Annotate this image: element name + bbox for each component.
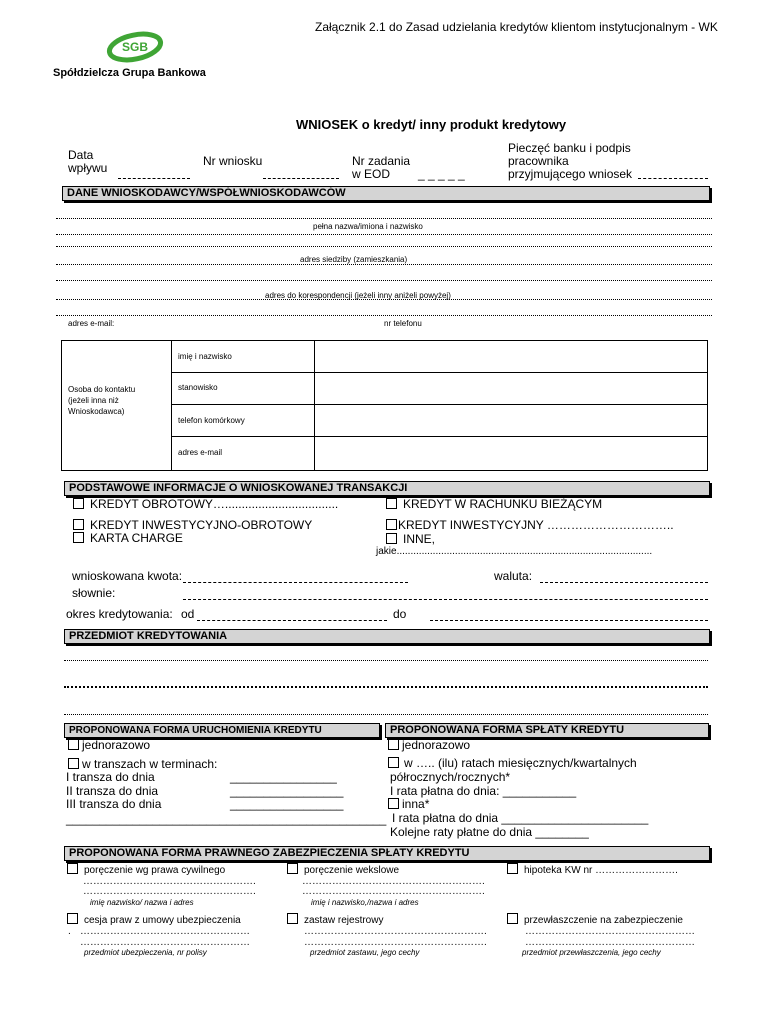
sec-ubezp-field-a[interactable]: …………………………………………… xyxy=(80,926,250,937)
checkbox-icon[interactable] xyxy=(73,498,84,509)
sec-osoba-field-1a[interactable]: ……………………………………………. xyxy=(83,876,256,887)
email-phone-field[interactable] xyxy=(56,315,712,316)
tranche-2-field[interactable]: _________________ xyxy=(230,784,344,798)
contact-label-1: Osoba do kontaktu xyxy=(68,385,136,394)
contact-row-label: telefon komórkowy xyxy=(171,404,315,437)
correspondence-caption: adres do korespondencji (jeżeli inny aniżeli powyżej) xyxy=(265,291,451,300)
option-obrotowy[interactable]: KREDYT OBROTOWY….................................. xyxy=(73,497,338,511)
contact-row-label: imię i nazwisko xyxy=(171,340,315,373)
slownie-field[interactable] xyxy=(183,599,708,600)
correspondence-field-2[interactable] xyxy=(56,299,712,300)
sec-zastaw-field-b[interactable]: ………………………………………………. xyxy=(304,937,487,948)
attachment-note: Załącznik 2.1 do Zasad udzielania kredytów klientom instytucjonalnym - WK xyxy=(315,20,718,34)
checkbox-icon[interactable] xyxy=(67,863,78,874)
contact-position-input[interactable] xyxy=(314,372,708,405)
repay-raty-line2: półrocznych/rocznych* xyxy=(390,770,511,784)
sec-przewl-caption: przedmiot przewłaszczenia, jego cechy xyxy=(522,948,661,957)
okres-label: okres kredytowania: xyxy=(66,607,173,621)
nr-wniosku-label: Nr wniosku xyxy=(203,154,263,168)
checkbox-icon[interactable] xyxy=(388,739,399,750)
sec-cesja[interactable]: cesja praw z umowy ubezpieczenia xyxy=(67,913,241,926)
checkbox-icon[interactable] xyxy=(68,758,79,769)
kwota-field[interactable] xyxy=(183,582,408,583)
sec-osoba-field-1b[interactable]: ……………………………………………. xyxy=(83,886,256,897)
waluta-label: waluta: xyxy=(494,569,533,583)
address-caption: adres siedziby (zamieszkania) xyxy=(300,255,408,264)
date-field[interactable] xyxy=(118,178,190,179)
nr-zadania-label-2: w EOD xyxy=(352,167,391,181)
repay-inna[interactable]: inna* xyxy=(388,797,429,811)
launch-transze[interactable]: w transzach w terminach: xyxy=(68,757,217,771)
stamp-field[interactable] xyxy=(638,178,708,179)
checkbox-icon[interactable] xyxy=(287,863,298,874)
sec-osoba-field-2a[interactable]: ………………………………………………. xyxy=(302,876,485,887)
slownie-label: słownie: xyxy=(72,586,116,600)
tranche-3-field[interactable]: _________________ xyxy=(230,797,344,811)
section-basic-header: PODSTAWOWE INFORMACJE O WNIOSKOWANEJ TRANSAKCJI xyxy=(64,481,710,496)
date-label-1: Data xyxy=(68,148,94,162)
email-caption: adres e-mail: xyxy=(68,319,115,328)
checkbox-icon[interactable] xyxy=(507,863,518,874)
stamp-label-3: przyjmującego wniosek xyxy=(508,167,633,181)
contact-mobile-input[interactable] xyxy=(314,404,708,437)
purpose-field-1[interactable] xyxy=(64,660,708,661)
checkbox-icon[interactable] xyxy=(386,498,397,509)
checkbox-icon[interactable] xyxy=(507,913,518,924)
tranche-2-label: II transza do dnia xyxy=(66,784,159,798)
okres-do-field[interactable] xyxy=(430,620,708,621)
sec-przewl-field-b[interactable]: …………………………………………… xyxy=(525,937,695,948)
checkbox-icon[interactable] xyxy=(73,519,84,530)
kwota-label: wnioskowana kwota: xyxy=(72,569,183,583)
full-name-field[interactable] xyxy=(56,218,712,219)
date-label-2: wpływu xyxy=(68,161,108,175)
contact-label-3: Wnioskodawca) xyxy=(68,407,125,416)
option-karta[interactable]: KARTA CHARGE xyxy=(73,531,183,545)
sec-osoba-caption-1: imię nazwisko/ nazwa i adres xyxy=(90,898,194,907)
sec-osoba-field-2b[interactable]: ………………………………………………. xyxy=(302,886,485,897)
stamp-label-2: pracownika xyxy=(508,154,569,168)
repay-jednorazowo[interactable]: jednorazowo xyxy=(388,738,470,752)
tranche-1-label: I transza do dnia xyxy=(66,770,155,784)
waluta-field[interactable] xyxy=(540,582,708,583)
tranche-1-field[interactable]: ________________ xyxy=(230,770,337,784)
do-label: do xyxy=(393,607,407,621)
sec-ubezp-lead-dot: . xyxy=(68,926,71,937)
sec-przewl-field-a[interactable]: …………………………………………… xyxy=(525,926,695,937)
nr-wniosku-field[interactable] xyxy=(263,178,339,179)
svg-text:SGB: SGB xyxy=(121,40,149,54)
stamp-label-1: Pieczęć banku i podpis xyxy=(508,141,631,155)
checkbox-icon[interactable] xyxy=(386,533,397,544)
sec-przewlaszczenie[interactable]: przewłaszczenie na zabezpieczenie xyxy=(507,913,683,926)
checkbox-icon[interactable] xyxy=(67,913,78,924)
full-name-field-2[interactable] xyxy=(56,234,712,235)
sec-ubezp-field-b[interactable]: …………………………………………… xyxy=(80,937,250,948)
launch-jednorazowo[interactable]: jednorazowo xyxy=(68,738,150,752)
option-inwestycyjny[interactable]: KREDYT INWESTYCYJNY ………………………….. xyxy=(386,518,674,532)
section-launch-header: PROPONOWANA FORMA URUCHOMIENIA KREDYTU xyxy=(64,723,380,738)
sec-osoba-caption-2: imię i nazwisko,/nazwa i adres xyxy=(311,898,419,907)
contact-email-input[interactable] xyxy=(314,436,708,471)
checkbox-icon[interactable] xyxy=(386,519,397,530)
okres-od-field[interactable] xyxy=(197,620,387,621)
sec-zastaw-field-a[interactable]: ………………………………………………. xyxy=(304,926,487,937)
checkbox-icon[interactable] xyxy=(68,739,79,750)
address-field-2[interactable] xyxy=(56,264,712,265)
section-repay-header: PROPONOWANA FORMA SPŁATY KREDYTU xyxy=(385,723,709,738)
checkbox-icon[interactable] xyxy=(287,913,298,924)
full-name-caption: pełna nazwa/imiona i nazwisko xyxy=(313,222,423,231)
od-label: od xyxy=(181,607,195,621)
address-field[interactable] xyxy=(56,246,712,247)
tranche-3-label: III transza do dnia xyxy=(66,797,162,811)
sec-hipoteka[interactable]: hipoteka KW nr ……………………. xyxy=(507,863,678,876)
sec-poreczenie-weksl[interactable]: poręczenie wekslowe xyxy=(287,863,399,876)
eod-field[interactable]: _ _ _ _ _ xyxy=(418,167,465,181)
repay-rata1-field[interactable]: I rata płatna do dnia: ___________ xyxy=(390,784,577,798)
contact-row-label: stanowisko xyxy=(171,372,315,405)
section-purpose-header: PRZEDMIOT KREDYTOWANIA xyxy=(64,629,710,644)
repay-kolejne-field[interactable]: Kolejne raty płatne do dnia ________ xyxy=(390,825,589,839)
option-inw-obrotowy[interactable]: KREDYT INWESTYCYJNO-OBROTOWY xyxy=(73,518,312,532)
checkbox-icon[interactable] xyxy=(73,532,84,543)
repay-raty[interactable]: w ….. (ilu) ratach miesięcznych/kwartalnych xyxy=(388,756,637,770)
bank-name: Spółdzielcza Grupa Bankowa xyxy=(53,67,206,79)
repay-rata-inna-field[interactable]: I rata płatna do dnia ______________________ xyxy=(392,811,649,825)
option-inne[interactable]: INNE, xyxy=(386,532,435,546)
contact-label-cell xyxy=(61,340,172,471)
correspondence-field[interactable] xyxy=(56,280,712,281)
checkbox-icon[interactable] xyxy=(388,798,399,809)
form-title: WNIOSEK o kredyt/ inny produkt kredytowy xyxy=(296,117,567,132)
contact-row-label: adres e-mail xyxy=(171,436,315,471)
purpose-field-2[interactable] xyxy=(64,686,708,688)
nr-zadania-label-1: Nr zadania xyxy=(352,154,411,168)
sec-poreczenie-cyw[interactable]: poręczenie wg prawa cywilnego xyxy=(67,863,225,876)
option-rachunek[interactable]: KREDYT W RACHUNKU BIEŻĄCYM xyxy=(386,497,602,511)
sec-zastaw[interactable]: zastaw rejestrowy xyxy=(287,913,383,926)
phone-caption: nr telefonu xyxy=(384,319,422,328)
tranche-extra-field[interactable]: ________________________________________________ xyxy=(66,812,387,826)
checkbox-icon[interactable] xyxy=(388,757,399,768)
purpose-field-3[interactable] xyxy=(64,714,708,715)
contact-name-input[interactable] xyxy=(314,340,708,373)
sec-zastaw-caption: przedmiot zastawu, jego cechy xyxy=(310,948,420,957)
inne-specify-field[interactable]: jakie............................................................................................ xyxy=(376,546,653,557)
sgb-logo-icon xyxy=(105,30,165,64)
contact-label-2: (jeżeli inna niż xyxy=(68,396,119,405)
sec-ubezp-caption: przedmiot ubezpieczenia, nr polisy xyxy=(84,948,207,957)
section-security-header: PROPONOWANA FORMA PRAWNEGO ZABEZPIECZENIA SPŁATY KREDYTU xyxy=(64,846,710,861)
section-applicant-header: DANE WNIOSKODAWCY/WSPÓŁWNIOSKODAWCÓW xyxy=(62,186,710,201)
